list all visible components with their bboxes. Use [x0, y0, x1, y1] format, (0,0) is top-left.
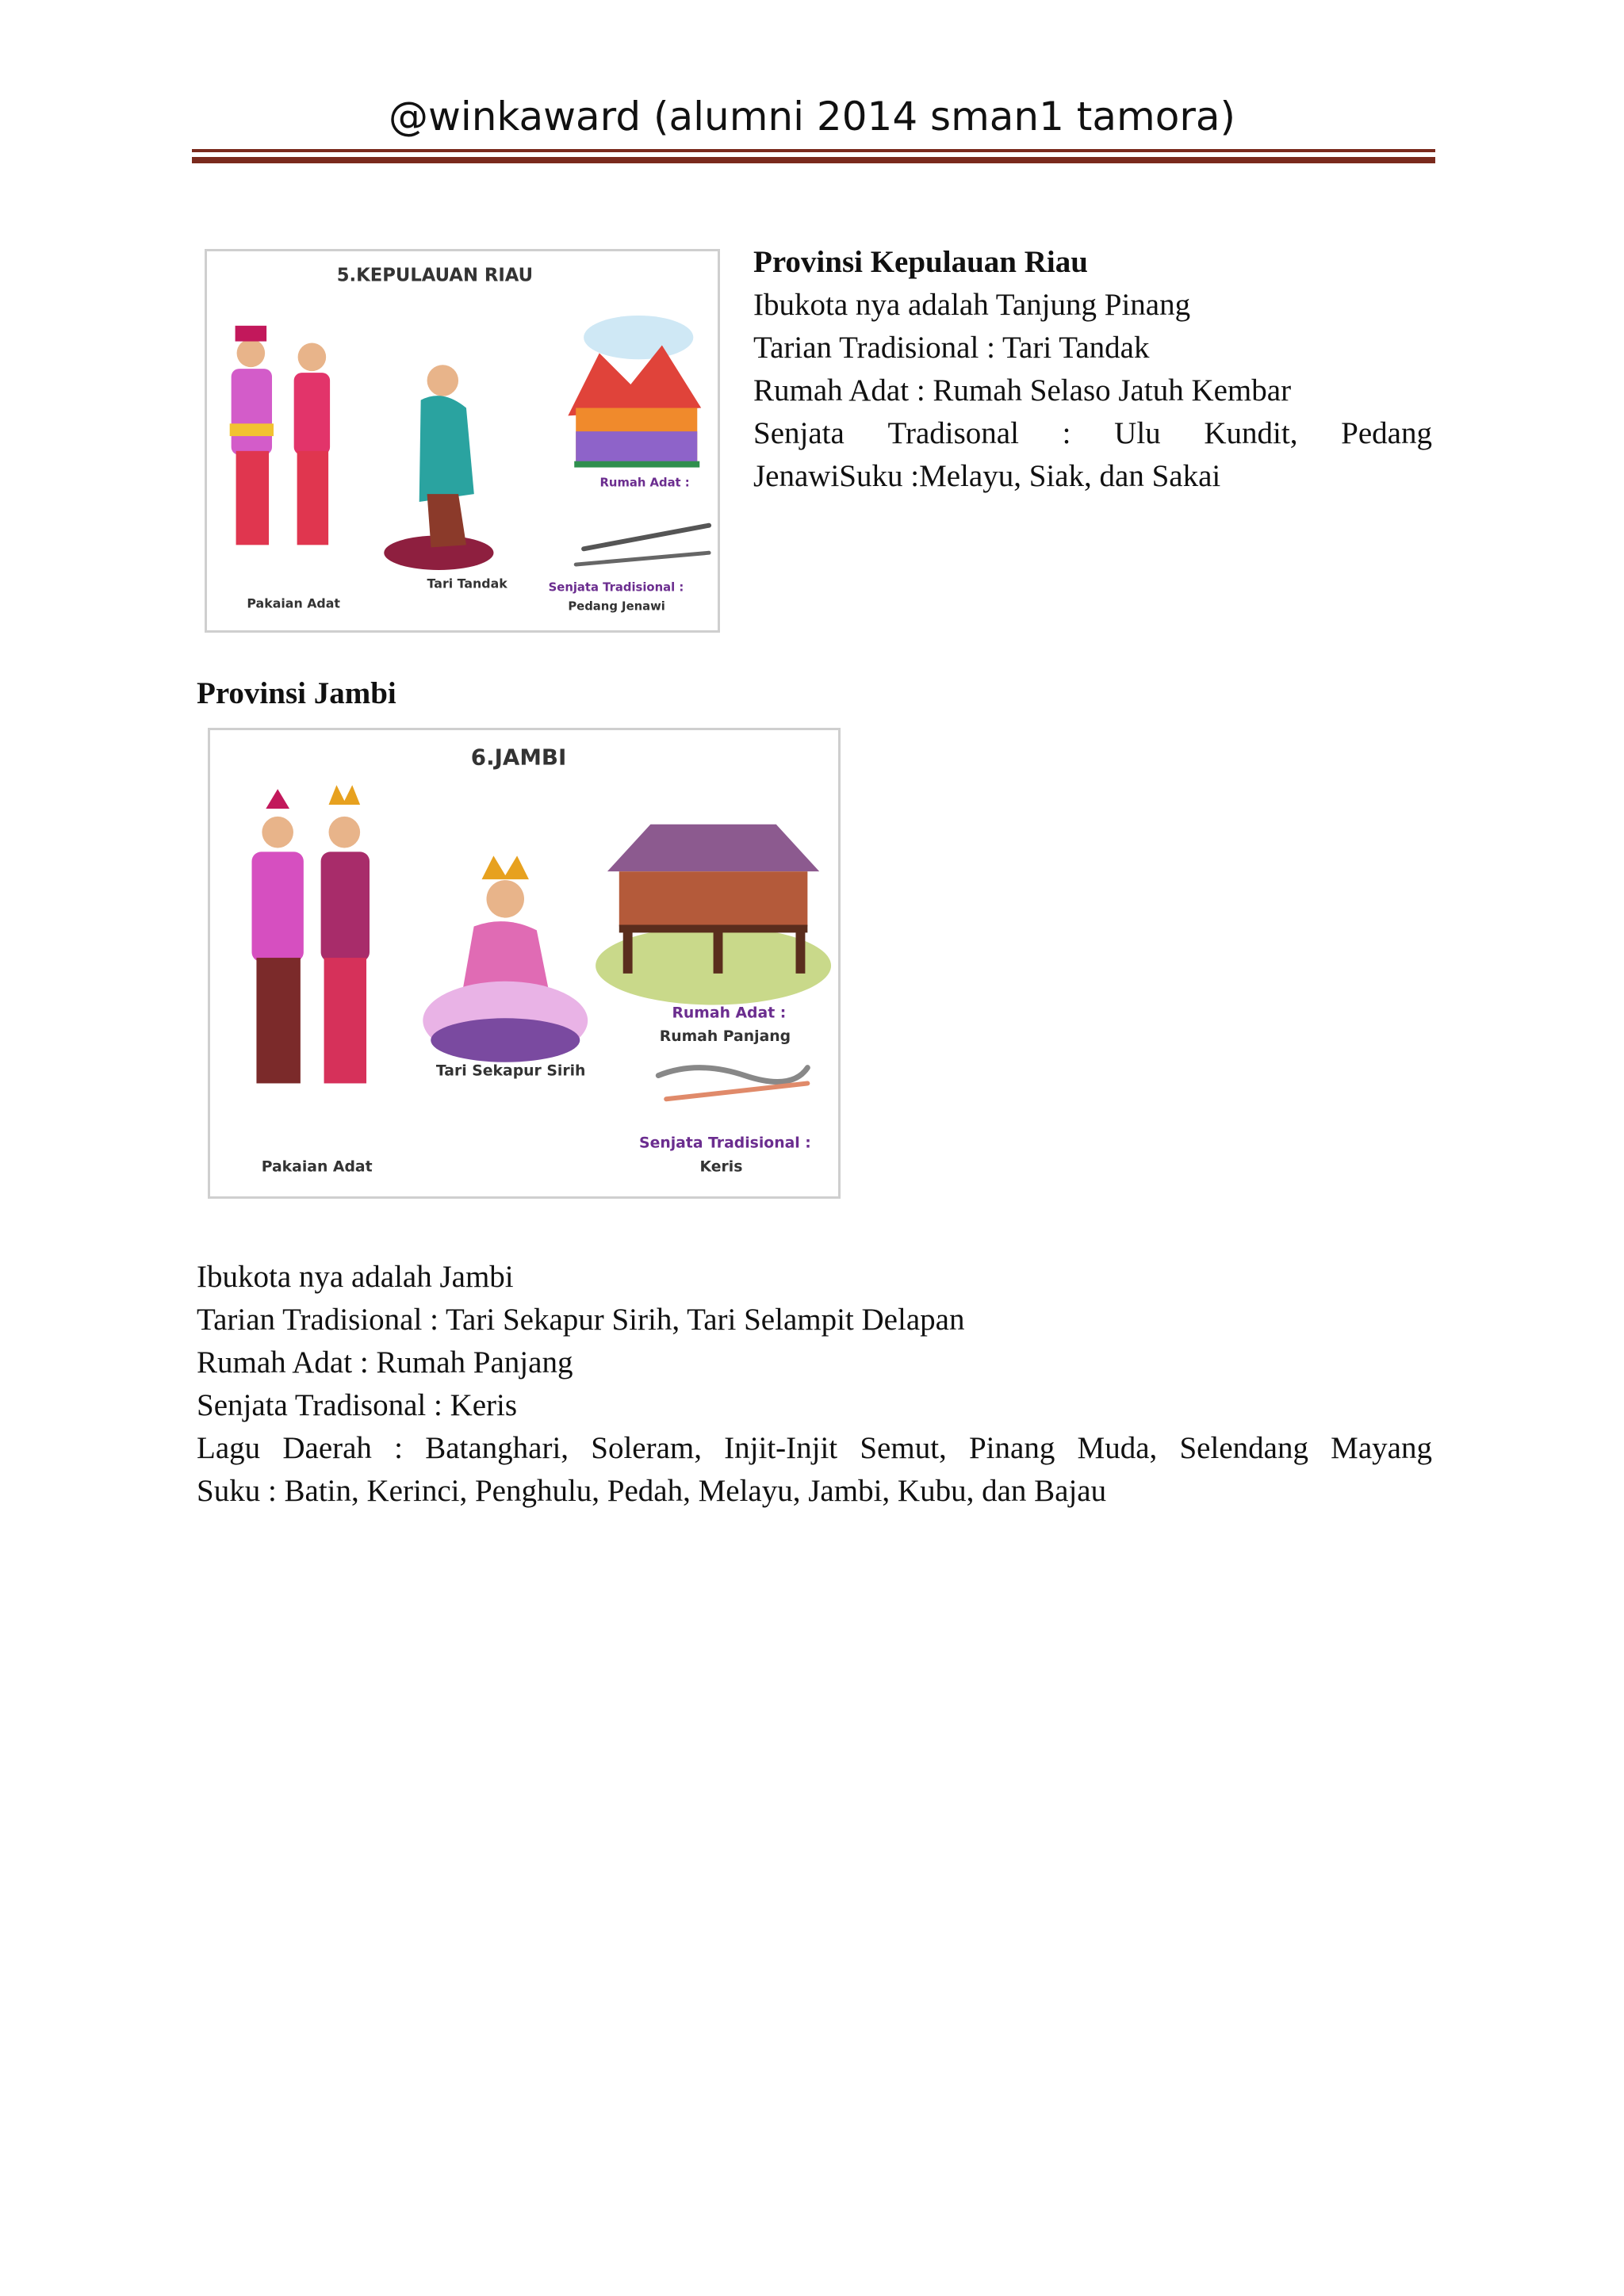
- riau-weapon-drawing: [576, 526, 709, 564]
- riau-house-drawing: [568, 316, 701, 468]
- jambi-songs-word: Daerah: [282, 1431, 372, 1465]
- riau-weapon-word: Tradisonal: [887, 416, 1019, 450]
- jambi-songs-word: Lagu: [197, 1431, 261, 1465]
- riau-ill-dance-label: Tari Tandak: [427, 576, 508, 591]
- riau-weapon-line: [753, 412, 1432, 455]
- jambi-songs-word: Soleram,: [591, 1431, 702, 1465]
- jambi-heading: Provinsi Jambi: [197, 676, 396, 710]
- jambi-tribes: Suku : Batin, Kerinci, Penghulu, Pedah, Melayu, Jambi, Kubu, dan Bajau: [197, 1474, 1107, 1508]
- riau-house: Rumah Adat : Rumah Selaso Jatuh Kembar: [753, 373, 1292, 408]
- jambi-ill-dance-label: Tari Sekapur Sirih: [435, 1062, 586, 1080]
- riau-dancer-figure: [384, 365, 493, 570]
- riau-ill-clothing-label: Pakaian Adat: [247, 595, 340, 611]
- riau-illustration-art: [207, 251, 718, 630]
- riau-illustration: [205, 249, 720, 633]
- jambi-songs-word: Mayang: [1331, 1431, 1432, 1465]
- jambi-couple-figure: [252, 785, 370, 1083]
- jambi-illustration: [208, 728, 841, 1199]
- page-header: @winkaward (alumni 2014 sman1 tamora): [388, 94, 1236, 140]
- jambi-ill-house-name: Rumah Panjang: [659, 1028, 791, 1045]
- riau-heading: Provinsi Kepulauan Riau: [753, 245, 1088, 279]
- jambi-songs-word: Selendang: [1179, 1431, 1308, 1465]
- riau-couple-figure: [230, 326, 330, 545]
- riau-weapon-word: Pedang: [1341, 416, 1432, 450]
- jambi-weapon: Senjata Tradisonal : Keris: [197, 1388, 518, 1422]
- riau-weapon-word: :: [1062, 416, 1071, 450]
- jambi-ill-clothing-label: Pakaian Adat: [261, 1158, 373, 1176]
- jambi-songs-word: :: [394, 1431, 403, 1465]
- jambi-house-drawing: [596, 825, 831, 1005]
- riau-weapon-word: Kundit,: [1204, 416, 1298, 450]
- jambi-ill-weapon-name: Keris: [699, 1158, 743, 1176]
- jambi-house: Rumah Adat : Rumah Panjang: [197, 1345, 573, 1380]
- jambi-info: [197, 1256, 1432, 1513]
- riau-info: [753, 241, 1432, 498]
- riau-ill-title: 5.KEPULAUAN RIAU: [336, 265, 534, 286]
- riau-ill-house-label: Rumah Adat :: [599, 476, 690, 490]
- header-rule-thick: [192, 157, 1435, 163]
- riau-weapon-word: Senjata: [753, 416, 845, 450]
- jambi-songs-word: Semut,: [860, 1431, 947, 1465]
- riau-capital: Ibukota nya adalah Tanjung Pinang: [753, 288, 1191, 322]
- riau-weapon-cont: JenawiSuku :Melayu, Siak, dan Sakai: [753, 459, 1221, 493]
- jambi-songs-word: Pinang: [968, 1431, 1055, 1465]
- jambi-capital: Ibukota nya adalah Jambi: [197, 1260, 514, 1294]
- riau-dance: Tarian Tradisional : Tari Tandak: [753, 331, 1150, 365]
- jambi-ill-title: 6.JAMBI: [470, 744, 567, 771]
- jambi-illustration-art: [210, 730, 838, 1196]
- riau-ill-weapon-label: Senjata Tradisional :: [548, 580, 684, 595]
- jambi-songs-word: Batanghari,: [425, 1431, 569, 1465]
- riau-ill-weapon-name: Pedang Jenawi: [568, 599, 665, 614]
- jambi-dance: Tarian Tradisional : Tari Sekapur Sirih, Tari Selampit Delapan: [197, 1303, 965, 1337]
- jambi-weapon-drawing: [658, 1068, 807, 1100]
- jambi-ill-house-label: Rumah Adat :: [672, 1004, 787, 1022]
- jambi-ill-weapon-label: Senjata Tradisional :: [639, 1135, 811, 1152]
- jambi-dancer-figure: [423, 855, 588, 1062]
- jambi-songs-line: [197, 1427, 1432, 1470]
- jambi-songs-word: Injit-Injit: [724, 1431, 838, 1465]
- jambi-songs-word: Muda,: [1077, 1431, 1158, 1465]
- riau-weapon-word: Ulu: [1114, 416, 1161, 450]
- header-rule-thin: [192, 149, 1435, 152]
